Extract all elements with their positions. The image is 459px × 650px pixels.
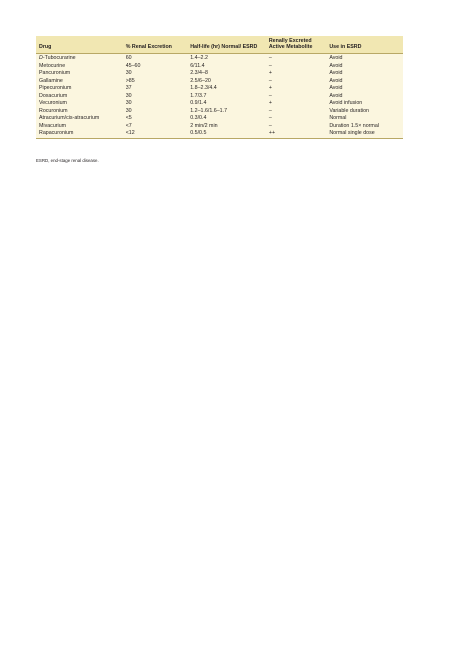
cell-metabolite: –: [268, 115, 272, 122]
cell-metabolite: –: [268, 107, 272, 114]
header-renal-excretion: % Renal Excretion: [125, 44, 172, 51]
cell-use: Normal: [329, 115, 347, 122]
renal-excretion-table: [36, 36, 403, 139]
drug-name: Rapacuronium: [39, 130, 74, 137]
table-footnote: ESRD, end-stage renal disease.: [36, 158, 99, 163]
cell-half-life: 1.7/3.7: [190, 92, 207, 99]
cell-metabolite: ++: [266, 130, 326, 139]
cell-metabolite: –: [268, 77, 272, 84]
cell-use: Normal single dose: [326, 130, 403, 139]
cell-renal-excretion: <12: [123, 130, 188, 139]
cell-use: Avoid: [329, 85, 343, 92]
drug-name: Pancuronium: [39, 70, 71, 77]
table-header-row: [36, 36, 403, 53]
cell-metabolite: +: [268, 85, 272, 92]
cell-half-life: 1.8–2.3/4.4: [190, 85, 217, 92]
drug-name: Metocurine: [39, 62, 66, 69]
cell-drug: [36, 53, 123, 62]
cell-half-life: 2.3/4–8: [190, 70, 208, 77]
cell-drug: [36, 122, 123, 130]
header-drug: Drug: [39, 44, 52, 51]
drug-name: Rocuronium: [39, 107, 68, 114]
cell-use: Variable duration: [329, 107, 369, 114]
drug-name: -Tubocurarine: [42, 55, 76, 62]
drug-name: Doxacurium: [39, 92, 68, 99]
drug-prefix: D: [39, 55, 43, 62]
header-half-life: Half-life (hr) Normal/ ESRD: [190, 44, 258, 51]
cell-half-life: 2.5/6–20: [190, 77, 211, 84]
cell-renal-excretion: <5: [125, 115, 132, 122]
cell-drug: [36, 77, 123, 85]
cell-metabolite: +: [268, 100, 272, 107]
header-metabolite: Renally Excreted Active Metabolite: [268, 38, 313, 51]
cell-use: Avoid: [329, 62, 343, 69]
cell-metabolite: –: [268, 122, 272, 129]
table-row: [36, 107, 403, 115]
cell-use: Avoid: [329, 77, 343, 84]
cell-renal-excretion: 30: [125, 92, 132, 99]
cell-use: Avoid infusion: [329, 100, 363, 107]
cell-renal-excretion: 30: [125, 100, 132, 107]
cell-use: Avoid: [329, 92, 343, 99]
cell-drug: [36, 85, 123, 93]
table-row: [36, 70, 403, 78]
cell-half-life: 0.5/0.5: [187, 130, 266, 139]
cell-renal-excretion: <7: [125, 122, 132, 129]
drug-name: Gallamine: [39, 77, 63, 84]
cell-renal-excretion: 30: [125, 107, 132, 114]
table-row: [36, 62, 403, 70]
cell-renal-excretion: 45–60: [125, 62, 141, 69]
cell-drug: [36, 107, 123, 115]
cell-drug: [36, 70, 123, 78]
cell-half-life: 1.4–2.2: [190, 55, 208, 62]
cell-drug: [36, 92, 123, 100]
cell-half-life: 6/11.4: [190, 62, 205, 69]
cell-renal-excretion: 37: [125, 85, 132, 92]
cell-metabolite: –: [268, 55, 272, 62]
drug-name: Atracurium/cis-atracurium: [39, 115, 100, 122]
cell-renal-excretion: 60: [125, 55, 132, 62]
cell-half-life: 1.2–1.6/1.6–1.7: [190, 107, 228, 114]
cell-renal-excretion: >85: [125, 77, 135, 84]
cell-metabolite: –: [268, 92, 272, 99]
drug-name: Vecuronium: [39, 100, 67, 107]
table-row: [36, 115, 403, 123]
cell-use: Avoid: [329, 70, 343, 77]
header-use: Use in ESRD: [329, 44, 362, 51]
cell-drug: [36, 100, 123, 108]
drug-name: Pipecuronium: [39, 85, 72, 92]
table-row: [36, 85, 403, 93]
table-row: [36, 130, 403, 139]
cell-half-life: 0.3/0.4: [190, 115, 207, 122]
cell-drug: [36, 115, 123, 123]
cell-half-life: 0.9/1.4: [190, 100, 207, 107]
drug-name: Mivacurium: [39, 122, 67, 129]
cell-drug: [36, 130, 123, 139]
table-row: [36, 100, 403, 108]
cell-drug: [36, 62, 123, 70]
cell-use: Duration 1.5× normal: [329, 122, 379, 129]
cell-metabolite: +: [268, 70, 272, 77]
table-row: [36, 53, 403, 62]
table-row: [36, 77, 403, 85]
cell-metabolite: –: [268, 62, 272, 69]
table-row: [36, 122, 403, 130]
cell-use: Avoid: [329, 55, 343, 62]
table-row: [36, 92, 403, 100]
table-body: [36, 53, 403, 138]
cell-renal-excretion: 30: [125, 70, 132, 77]
cell-half-life: 2 min/2 min: [190, 122, 218, 129]
